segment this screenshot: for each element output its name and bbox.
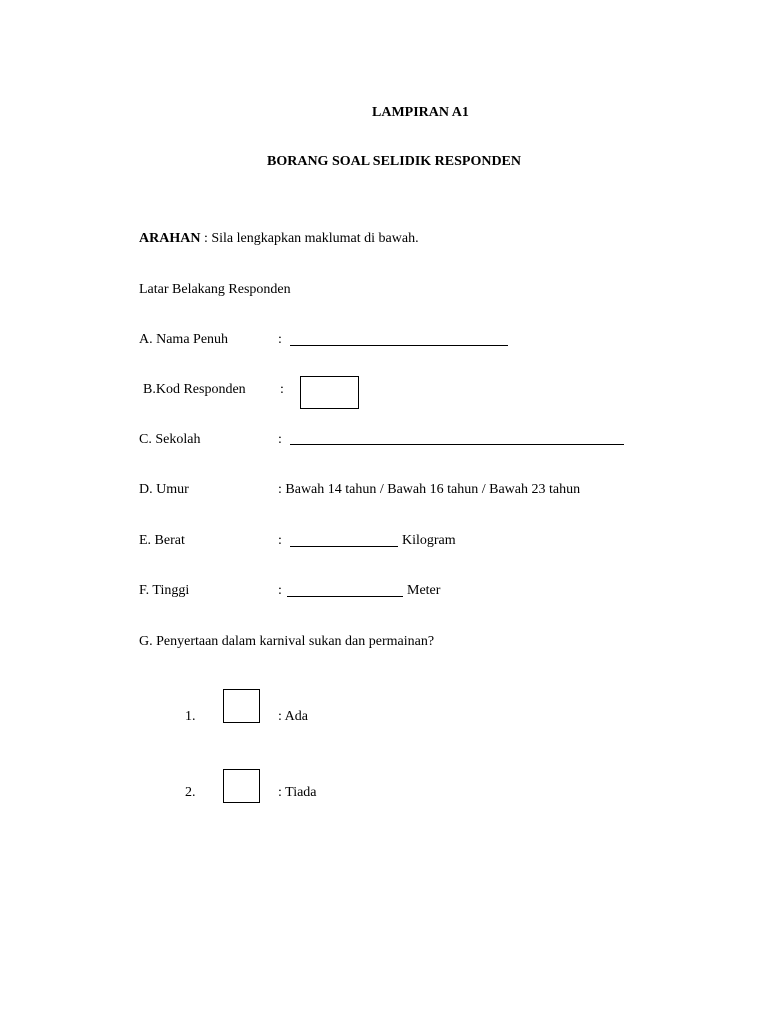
berat-colon: : (278, 533, 282, 548)
option-tiada-label: : Tiada (278, 785, 317, 800)
instruction-label: ARAHAN (139, 231, 201, 246)
option-number: 2. (185, 785, 196, 800)
form-title: BORANG SOAL SELIDIK RESPONDEN (267, 154, 522, 169)
sekolah-colon: : (278, 432, 282, 447)
participation-question: G. Penyertaan dalam karnival sukan dan permainan? (139, 634, 435, 649)
tinggi-input-line[interactable] (287, 596, 403, 597)
sekolah-label: C. Sekolah (139, 432, 201, 447)
nama-input-line[interactable] (290, 345, 508, 346)
tinggi-label: F. Tinggi (139, 583, 190, 598)
umur-label: D. Umur (139, 482, 189, 497)
section-title: Latar Belakang Responden (139, 282, 291, 297)
tinggi-colon: : (278, 583, 282, 598)
option-ada-checkbox[interactable] (223, 689, 260, 723)
kod-input-box[interactable] (300, 376, 359, 409)
option-tiada-checkbox[interactable] (223, 769, 260, 803)
berat-unit: Kilogram (402, 533, 456, 548)
umur-options: : Bawah 14 tahun / Bawah 16 tahun / Bawah 23 tahun (278, 482, 581, 497)
nama-colon: : (278, 332, 282, 347)
sekolah-input-line[interactable] (290, 444, 624, 445)
instruction-text: : Sila lengkapkan maklumat di bawah. (200, 231, 419, 246)
kod-colon: : (280, 382, 284, 397)
kod-label: B.Kod Responden (143, 382, 246, 397)
berat-label: E. Berat (139, 533, 185, 548)
nama-label: A. Nama Penuh (139, 332, 229, 347)
instruction-line (139, 232, 419, 246)
berat-input-line[interactable] (290, 546, 398, 547)
option-ada-label: : Ada (278, 709, 308, 724)
option-number: 1. (185, 709, 196, 724)
appendix-heading: LAMPIRAN A1 (372, 105, 469, 120)
tinggi-unit: Meter (407, 583, 441, 598)
